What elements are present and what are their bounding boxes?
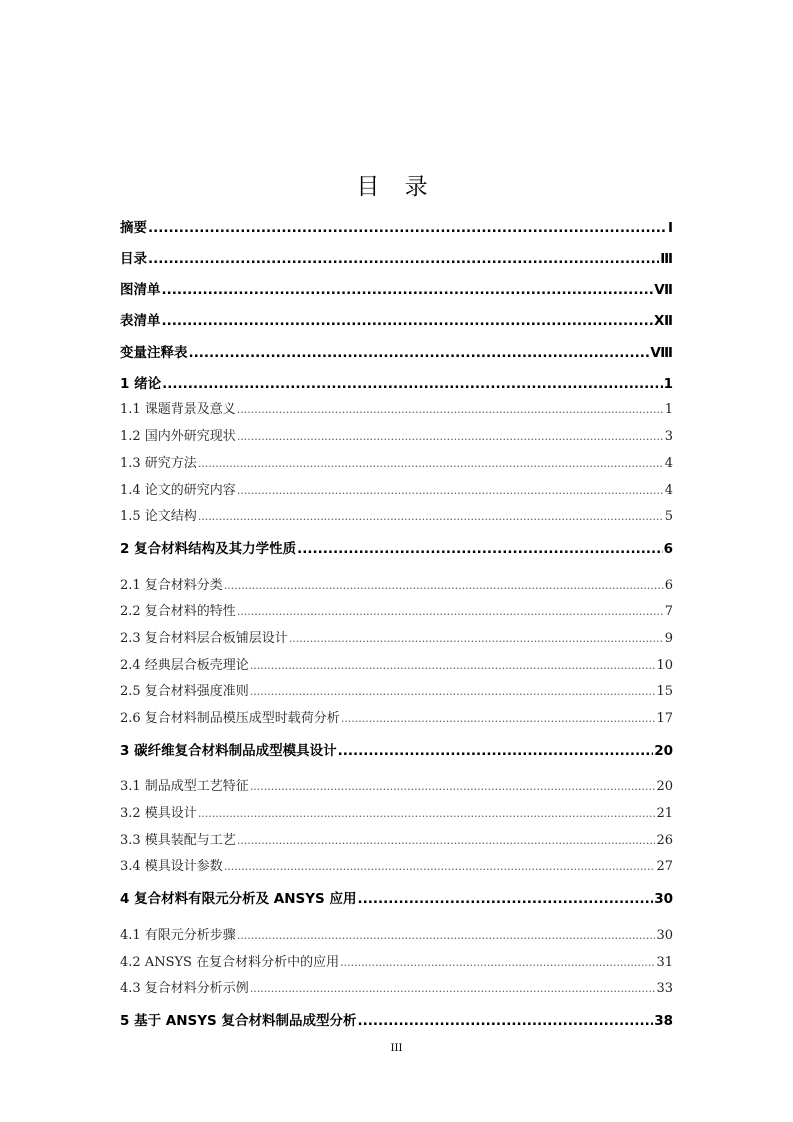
dot-leader <box>148 251 659 267</box>
toc-entry-label: 2 复合材料结构及其力学性质 <box>120 541 297 557</box>
toc-entry-page-number: 4 <box>664 483 673 498</box>
toc-entry-page-number: 30 <box>654 891 673 907</box>
toc-entry-label: 1.2 国内外研究现状 <box>120 429 236 444</box>
toc-entry-label: 2.4 经典层合板壳理论 <box>120 658 249 673</box>
dot-leader <box>237 929 656 942</box>
toc-entry[interactable] <box>120 600 673 619</box>
toc-entry[interactable] <box>120 425 673 444</box>
dot-leader <box>224 579 664 592</box>
toc-entry-page-number: 17 <box>656 711 673 726</box>
toc-entry[interactable] <box>120 951 673 970</box>
dot-leader <box>237 403 664 416</box>
toc-entry[interactable] <box>120 775 673 794</box>
toc-entry-label: 2.2 复合材料的特性 <box>120 604 236 619</box>
toc-entry-label: 摘要 <box>120 220 147 236</box>
toc-entry-page-number: 20 <box>654 743 673 759</box>
toc-entry-label: 3.2 模具设计 <box>120 806 197 821</box>
toc-entry[interactable] <box>120 372 673 392</box>
toc-entry-page-number: 1 <box>663 376 673 392</box>
toc-entry-label: 2.3 复合材料层合板铺层设计 <box>120 631 288 646</box>
toc-entry-label: 1 绪论 <box>120 376 162 392</box>
toc-entry-page-number: 6 <box>664 578 673 593</box>
dot-leader <box>250 982 656 995</box>
toc-entry-label: 变量注释表 <box>120 345 188 361</box>
toc-entry-page-number: 9 <box>664 631 673 646</box>
toc-entry[interactable] <box>120 924 673 943</box>
page-number-footer: III <box>390 1043 403 1054</box>
toc-entry-page-number: 3 <box>664 429 673 444</box>
dot-leader <box>357 891 653 907</box>
toc-entry-label: 图清单 <box>120 282 161 298</box>
toc-entry-page-number: 10 <box>656 658 673 673</box>
dot-leader <box>148 220 667 236</box>
toc-entry-label: 2.1 复合材料分类 <box>120 578 223 593</box>
dot-leader <box>189 345 650 361</box>
toc-entry-label: 3.4 模具设计参数 <box>120 859 223 874</box>
page-title: 目 录 <box>356 174 437 200</box>
toc-entry-label: 1.3 研究方法 <box>120 456 197 471</box>
toc-entry[interactable] <box>120 1009 673 1029</box>
toc-entry-page-number: 26 <box>656 833 673 848</box>
toc-entry-page-number: Ⅷ <box>650 345 673 361</box>
dot-leader <box>250 685 656 698</box>
toc-entry-page-number: 4 <box>664 456 673 471</box>
toc-entry-label: 4.3 复合材料分析示例 <box>120 981 249 996</box>
toc-entry[interactable] <box>120 216 673 236</box>
toc-entry[interactable] <box>120 479 673 498</box>
dot-leader <box>340 956 655 969</box>
toc-entry-page-number: 7 <box>664 604 673 619</box>
toc-entry[interactable] <box>120 309 673 329</box>
dot-leader <box>237 484 664 497</box>
toc-entry[interactable] <box>120 505 673 524</box>
toc-entry-page-number: 33 <box>656 981 673 996</box>
dot-leader <box>198 510 664 523</box>
dot-leader <box>250 780 656 793</box>
dot-leader <box>297 541 663 557</box>
dot-leader <box>162 313 654 329</box>
dot-leader <box>162 376 663 392</box>
toc-entry[interactable] <box>120 707 673 726</box>
toc-entry-page-number: 31 <box>656 955 673 970</box>
toc-entry[interactable] <box>120 627 673 646</box>
toc-entry-page-number: 15 <box>656 684 673 699</box>
toc-entry[interactable] <box>120 278 673 298</box>
dot-leader <box>237 430 664 443</box>
toc-entry[interactable] <box>120 802 673 821</box>
dot-leader <box>237 834 656 847</box>
toc-entry-page-number: 30 <box>656 928 673 943</box>
toc-entry-page-number: 6 <box>663 541 673 557</box>
toc-entry-label: 目录 <box>120 251 147 267</box>
toc-entry-page-number: 1 <box>664 402 673 417</box>
toc-entry[interactable] <box>120 680 673 699</box>
toc-entry[interactable] <box>120 855 673 874</box>
toc-entry-page-number: Ⅲ <box>660 251 673 267</box>
toc-entry-page-number: Ⅰ <box>667 220 673 236</box>
dot-leader <box>341 712 656 725</box>
toc-entry-label: 2.6 复合材料制品模压成型时载荷分析 <box>120 711 340 726</box>
toc-entry-label: 1.4 论文的研究内容 <box>120 483 236 498</box>
dot-leader <box>162 282 654 298</box>
toc-entry-page-number: 20 <box>656 779 673 794</box>
toc-entry[interactable] <box>120 739 673 759</box>
dot-leader <box>289 632 664 645</box>
toc-entry-label: 表清单 <box>120 313 161 329</box>
toc-entry-page-number: 5 <box>664 509 673 524</box>
toc-entry-label: 4.2 ANSYS 在复合材料分析中的应用 <box>120 955 340 970</box>
toc-entry-page-number: Ⅶ <box>654 282 673 298</box>
toc-entry[interactable] <box>120 829 673 848</box>
toc-entry[interactable] <box>120 398 673 417</box>
toc-entry-page-number: 27 <box>656 859 673 874</box>
toc-entry[interactable] <box>120 537 673 557</box>
dot-leader <box>198 457 664 470</box>
toc-entry-page-number: 21 <box>656 806 673 821</box>
toc-entry[interactable] <box>120 977 673 996</box>
toc-entry-label: 3.3 模具装配与工艺 <box>120 833 236 848</box>
toc-entry[interactable] <box>120 654 673 673</box>
toc-entry[interactable] <box>120 247 673 267</box>
dot-leader <box>198 807 656 820</box>
toc-entry-label: 1.5 论文结构 <box>120 509 197 524</box>
toc-entry-label: 4 复合材料有限元分析及 ANSYS 应用 <box>120 891 357 907</box>
dot-leader <box>237 605 664 618</box>
toc-entry-page-number: 38 <box>654 1013 673 1029</box>
toc-entry[interactable] <box>120 887 673 907</box>
toc-entry-label: 3.1 制品成型工艺特征 <box>120 779 249 794</box>
toc-entry[interactable] <box>120 574 673 593</box>
toc-entry-label: 3 碳纤维复合材料制品成型模具设计 <box>120 743 337 759</box>
dot-leader <box>357 1013 653 1029</box>
toc-entry-label: 1.1 课题背景及意义 <box>120 402 236 417</box>
dot-leader <box>250 659 656 672</box>
toc-entry[interactable] <box>120 341 673 361</box>
dot-leader <box>224 860 656 873</box>
toc-entry-label: 4.1 有限元分析步骤 <box>120 928 236 943</box>
toc-entry-label: 2.5 复合材料强度准则 <box>120 684 249 699</box>
toc-entry-page-number: Ⅻ <box>654 313 673 329</box>
toc-entry-label: 5 基于 ANSYS 复合材料制品成型分析 <box>120 1013 357 1029</box>
toc-entry[interactable] <box>120 452 673 471</box>
dot-leader <box>338 743 654 759</box>
